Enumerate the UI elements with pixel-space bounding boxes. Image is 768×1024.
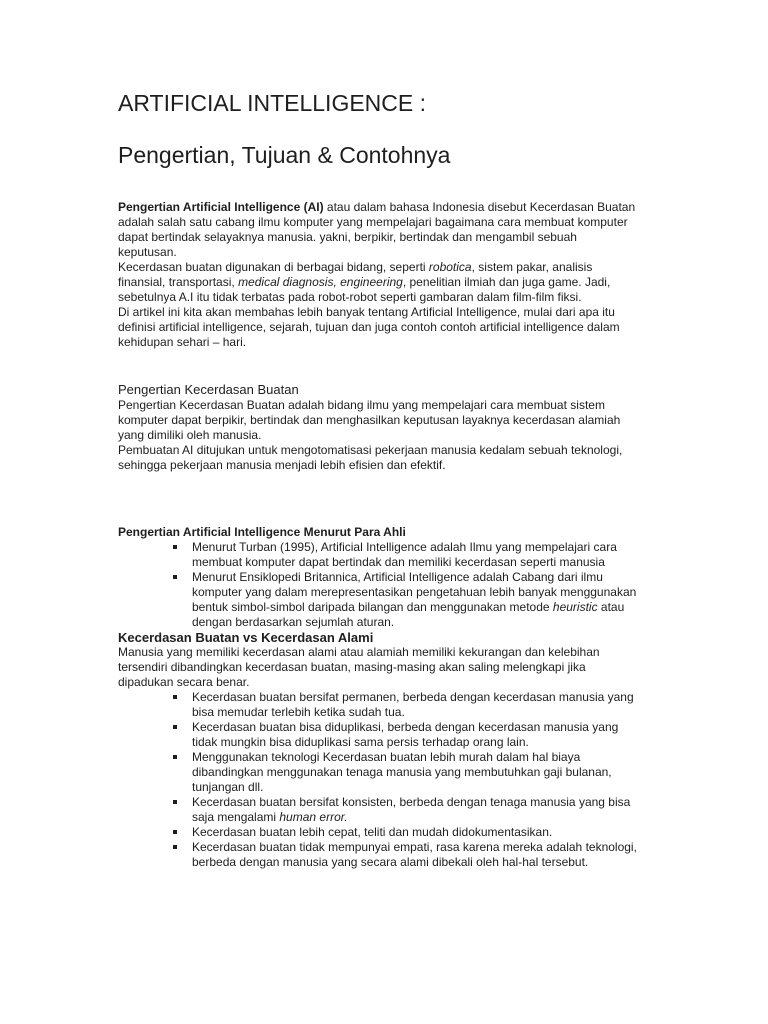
intro-lead-bold: Pengertian Artificial Intelligence (AI) — [118, 200, 324, 214]
bullet-square-icon — [173, 545, 177, 549]
list-item — [118, 540, 638, 570]
bullet-square-icon — [173, 800, 177, 804]
list-item — [118, 840, 638, 870]
section3-paragraph-1: Manusia yang memiliki kecerdasan alami atau alamiah memiliki kekurangan dan kelebihan tersendiri dibandingkan kecerdasan buatan, masing-masing akan saling melengkapi jika dipadukan secara benar. — [118, 645, 600, 689]
bullet-square-icon — [173, 830, 177, 834]
list-item-human-error: human error. — [279, 810, 348, 824]
list-item-text: Kecerdasan buatan tidak mempunyai empati, rasa karena mereka adalah teknologi, berbeda dengan manusia yang secara alami dibekali oleh hal-hal tersebut. — [192, 840, 637, 869]
intro-p2-medical: medical diagnosis, engineering — [238, 275, 403, 289]
intro-p2-text-a: Kecerdasan buatan digunakan di berbagai bidang, seperti — [118, 260, 429, 274]
intro-p2-robotica: robotica — [428, 260, 472, 274]
list-item-text: Kecerdasan buatan bersifat konsisten, berbeda dengan tenaga manusia yang bisa saja mengalami — [192, 795, 631, 824]
section3-heading: Kecerdasan Buatan vs Kecerdasan Alami — [118, 630, 374, 645]
section2-heading: Pengertian Artificial Intelligence Menurut Para Ahli — [118, 525, 406, 539]
intro-paragraph-2 — [118, 260, 638, 305]
list-item — [118, 750, 638, 795]
intro-p2-text-c: , penelitian ilmiah dan juga game. Jadi, sebetulnya A.I itu tidak terbatas pada robot-robot seperti gambaran dalam film-film fiksi. — [118, 275, 611, 304]
intro-paragraph-3: Di artikel ini kita akan membahas lebih banyak tentang Artificial Intelligence, mulai dari apa itu definisi artificial intelligence, sejarah, tujuan dan juga contoh contoh artificial intelligence dalam kehidupan sehari – hari. — [118, 305, 620, 349]
list-item-text: Kecerdasan buatan lebih cepat, teliti dan mudah didokumentasikan. — [192, 825, 553, 839]
list-item — [118, 720, 638, 750]
section1-paragraph-1: Pengertian Kecerdasan Buatan adalah bidang ilmu yang mempelajari cara membuat sistem komputer dapat berpikir, bertindak dan menghasilkan keputusan layaknya kecerdasan alamiah yang dimiliki oleh manusia. — [118, 398, 621, 442]
bullet-square-icon — [173, 695, 177, 699]
intro-paragraph-1 — [118, 200, 638, 260]
list-item — [118, 570, 638, 630]
list-item — [118, 690, 638, 720]
list-item-text: atau dengan berdasarkan sejumlah aturan. — [192, 600, 625, 629]
document-page — [118, 88, 638, 870]
list-item-heuristic: heuristic — [552, 600, 598, 614]
list-item-text: Kecerdasan buatan bersifat permanen, berbeda dengan kecerdasan manusia yang bisa memudar terlebih ketika sudah tua. — [192, 690, 634, 719]
list-item-text: Menurut Turban (1995), Artificial Intelligence adalah Ilmu yang mempelajari cara membuat komputer dapat bertindak dan memiliki kecerdasan seperti manusia — [192, 540, 617, 569]
list-item-text: Kecerdasan buatan bisa diduplikasi, berbeda dengan kecerdasan manusia yang tidak mungkin bisa diduplikasi sama persis terhadap orang lain. — [192, 720, 619, 749]
section2-bullet-list — [118, 540, 638, 630]
doc-title-line1: ARTIFICIAL INTELLIGENCE : — [118, 90, 427, 116]
intro-p2-text-b: , sistem pakar, analisis finansial, transportasi, — [118, 260, 593, 289]
list-item — [118, 825, 638, 840]
section3-bullet-list — [118, 690, 638, 870]
intro-lead-rest: atau dalam bahasa Indonesia disebut Kecerdasan Buatan adalah salah satu cabang ilmu komputer yang mempelajari bagaimana cara membuat komputer dapat bertindak selayaknya manusia. yakni, berpikir, bertindak dan mengambil sebuah keputusan. — [118, 200, 636, 259]
bullet-square-icon — [173, 755, 177, 759]
doc-title-line2: Pengertian, Tujuan & Contohnya — [118, 142, 451, 168]
bullet-square-icon — [173, 575, 177, 579]
bullet-square-icon — [173, 845, 177, 849]
list-item-text: Menggunakan teknologi Kecerdasan buatan lebih murah dalam hal biaya dibandingkan menggunakan tenaga manusia yang membutuhkan gaji bulanan, tunjangan dll. — [192, 750, 612, 794]
section1-heading: Pengertian Kecerdasan Buatan — [118, 382, 299, 397]
list-item — [118, 795, 638, 825]
list-item-text: Menurut Ensiklopedi Britannica, Artificial Intelligence adalah Cabang dari ilmu komputer yang dalam merepresentasikan pengetahuan lebih banyak menggunakan bentuk simbol-simbol daripada bilangan dan menggunakan metode — [192, 570, 637, 614]
bullet-square-icon — [173, 725, 177, 729]
intro-section — [118, 200, 638, 350]
section1-paragraph-2: Pembuatan AI ditujukan untuk mengotomatisasi pekerjaan manusia kedalam sebuah teknologi, sehingga pekerjaan manusia menjadi lebih efisien dan efektif. — [118, 443, 623, 472]
